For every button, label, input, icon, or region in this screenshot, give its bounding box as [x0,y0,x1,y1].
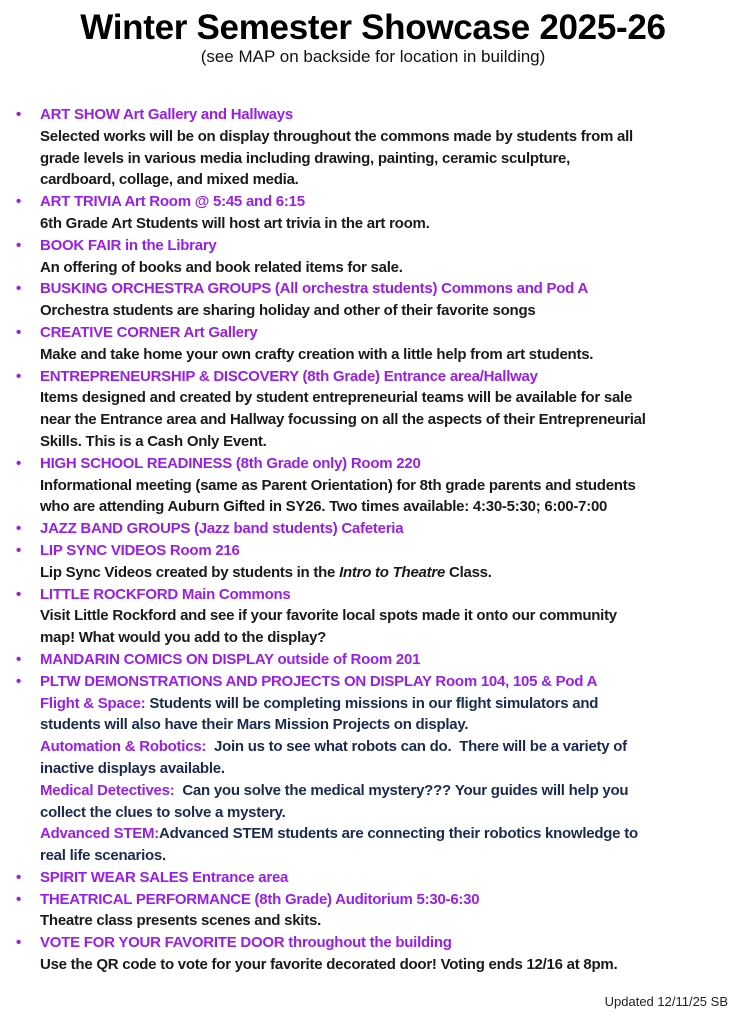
subsection-line [0,714,746,736]
item-description [0,213,746,235]
subsection-label: Flight & Space: [40,694,146,712]
page-subtitle: (see MAP on backside for location in building) [200,47,546,66]
item-description [0,605,746,627]
item-description [0,562,746,584]
item-heading [0,366,746,388]
description-text: Selected works will be on display throughout the commons made by students from all [40,127,633,145]
item-heading-text: ART TRIVIA Art Room @ 5:45 and 6:15 [40,193,305,211]
item-heading [0,671,746,693]
list-item [0,932,746,976]
subsection-text: Can you solve the medical mystery??? Your guides will help you [174,781,629,799]
bullet-icon: • [16,890,22,908]
list-item [0,889,746,933]
item-heading-text: CREATIVE CORNER Art Gallery [40,323,258,341]
item-heading-text: ENTREPRENEURSHIP & DISCOVERY (8th Grade) Entrance area/Hallway [40,367,538,385]
list-item [0,366,746,453]
description-text: Class. [445,563,492,581]
subsection-line [0,845,746,867]
item-heading [0,889,746,911]
item-heading [0,191,746,213]
subsection-label: Automation & Robotics: [40,738,207,756]
list-item [0,453,746,518]
list-item [0,518,746,540]
item-description [0,954,746,976]
subsection-text: Students will be completing missions in our flight simulators and [145,694,599,712]
item-heading-text: LITTLE ROCKFORD Main Commons [40,585,291,603]
list-item [0,540,746,584]
item-heading-text: ART SHOW Art Gallery and Hallways [40,106,293,123]
subsection-line [0,823,746,845]
list-item [0,191,746,235]
bullet-icon: • [16,236,22,254]
item-description [0,387,746,409]
item-description [0,257,746,279]
subsection-line [0,736,746,758]
description-text: map! What would you add to the display? [40,629,327,647]
item-description [0,910,746,932]
item-description [0,409,746,431]
description-text: near the Entrance area and Hallway focussing on all the aspects of their Entrepreneurial [40,411,646,429]
item-heading-text: JAZZ BAND GROUPS (Jazz band students) Cafeteria [40,520,404,538]
description-text: 6th Grade Art Students will host art trivia in the art room. [40,214,430,232]
item-heading [0,235,746,257]
description-text: Theatre class presents scenes and skits. [40,912,321,930]
item-heading [0,584,746,606]
item-heading-text: SPIRIT WEAR SALES Entrance area [40,868,289,886]
item-heading [0,322,746,344]
bullet-icon: • [16,520,22,538]
list-item [0,322,746,366]
description-text: who are attending Auburn Gifted in SY26. Two times available: 4:30-5:30; 6:00-7:00 [40,498,608,516]
bullet-icon: • [16,934,22,952]
item-description [0,300,746,322]
updated-note: Updated 12/11/25 SB [604,994,728,1009]
item-description [0,496,746,518]
list-item [0,867,746,889]
subsection-text: students will also have their Mars Mission Projects on display. [40,716,469,734]
subsection-line [0,802,746,824]
list-item [0,649,746,671]
item-description [0,475,746,497]
list-item [0,671,746,867]
event-list [0,104,746,976]
description-text: Items designed and created by student entrepreneurial teams will be available for sale [40,389,633,407]
subsection-label: Medical Detectives: [40,781,175,799]
description-text: Use the QR code to vote for your favorite decorated door! Voting ends 12/16 at 8pm. [40,956,618,974]
item-heading [0,104,746,126]
item-description [0,344,746,366]
description-text: Make and take home your own crafty creation with a little help from art students. [40,345,594,363]
item-description [0,169,746,191]
page-title: Winter Semester Showcase 2025-26 [80,8,666,47]
description-text: Lip Sync Videos created by students in the [40,563,340,581]
bullet-icon: • [16,541,22,559]
subsection-text: inactive displays available. [40,759,225,777]
item-description [0,627,746,649]
subsection-text: collect the clues to solve a mystery. [40,803,286,821]
bullet-icon: • [16,367,22,385]
item-heading-text: MANDARIN COMICS ON DISPLAY outside of Room 201 [40,650,421,668]
item-description [0,148,746,170]
item-heading [0,278,746,300]
subsection-line [0,693,746,715]
item-heading-text: THEATRICAL PERFORMANCE (8th Grade) Auditorium 5:30-6:30 [40,890,480,908]
description-text: Skills. This is a Cash Only Event. [40,432,267,450]
bullet-icon: • [16,650,22,668]
bullet-icon: • [16,454,22,472]
item-heading [0,540,746,562]
item-heading-text: VOTE FOR YOUR FAVORITE DOOR throughout the building [40,934,452,952]
item-heading-text: BUSKING ORCHESTRA GROUPS (All orchestra students) Commons and Pod A [40,280,589,298]
subsection-label: Advanced STEM: [40,825,160,843]
subsection-text: Join us to see what robots can do. There will be a variety of [206,738,627,756]
item-heading-text: BOOK FAIR in the Library [40,236,217,254]
item-description [0,431,746,453]
description-text: Visit Little Rockford and see if your favorite local spots made it onto our community [40,607,617,625]
description-text: An offering of books and book related items for sale. [40,258,403,276]
list-item [0,278,746,322]
item-heading [0,867,746,889]
description-text: Informational meeting (same as Parent Orientation) for 8th grade parents and students [40,476,636,494]
description-italic: Intro to Theatre [339,563,446,581]
description-text: cardboard, collage, and mixed media. [40,171,299,189]
description-text: Orchestra students are sharing holiday and other of their favorite songs [40,302,536,320]
item-heading [0,453,746,475]
bullet-icon: • [16,672,22,690]
bullet-icon: • [16,106,22,123]
subsection-line [0,758,746,780]
list-item [0,104,746,191]
bullet-icon: • [16,868,22,886]
item-heading-text: HIGH SCHOOL READINESS (8th Grade only) Room 220 [40,454,421,472]
bullet-icon: • [16,323,22,341]
item-heading [0,518,746,540]
item-heading-text: PLTW DEMONSTRATIONS AND PROJECTS ON DISPLAY Room 104, 105 & Pod A [40,672,598,690]
item-heading-text: LIP SYNC VIDEOS Room 216 [40,541,240,559]
bullet-icon: • [16,280,22,298]
description-text: grade levels in various media including drawing, painting, ceramic sculpture, [40,149,571,167]
subsection-text: real life scenarios. [40,847,166,865]
item-heading [0,932,746,954]
bullet-icon: • [16,585,22,603]
subsection-line [0,780,746,802]
bullet-icon: • [16,193,22,211]
item-heading [0,649,746,671]
list-item [0,584,746,649]
item-description [0,126,746,148]
subsection-text: Advanced STEM students are connecting their robotics knowledge to [159,825,638,843]
list-item [0,235,746,279]
